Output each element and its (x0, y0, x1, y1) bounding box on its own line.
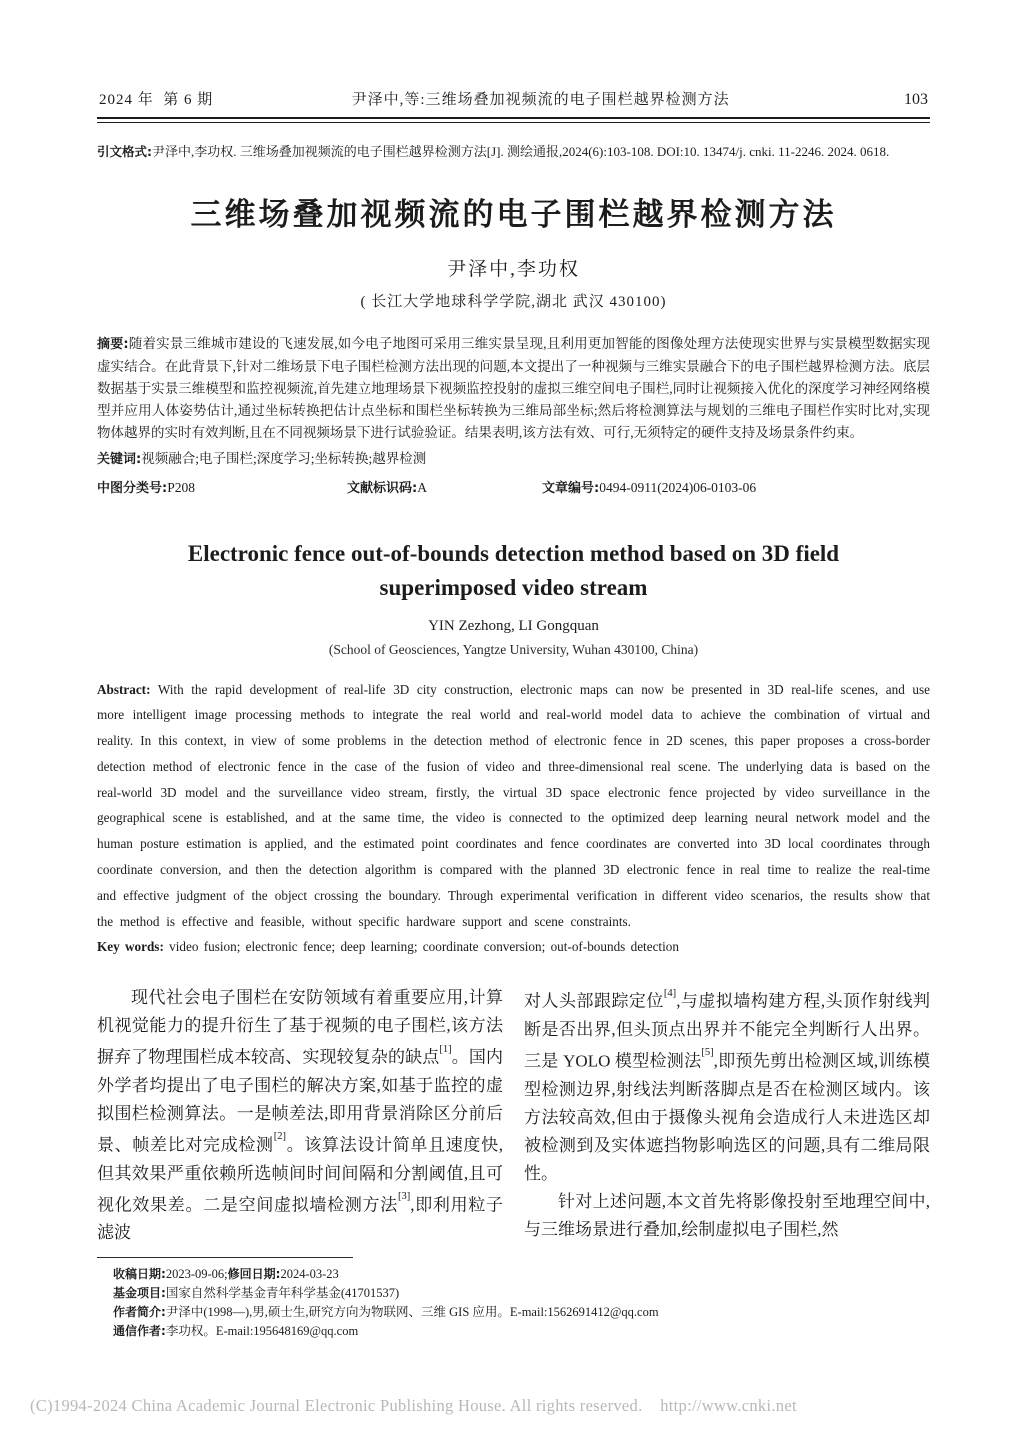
abstract-cn (97, 333, 930, 444)
keywords-en-text: video fusion; electronic fence; deep learning; coordinate conversion; out-of-bounds detection (169, 939, 679, 955)
body-paragraph: 对人头部跟踪定位[4],与虚拟墙构建方程,头顶作射线判断是否出界,但头顶点出界并不能完全判断行人出界。三是 YOLO 模型检测法[5],即预先剪出检测区域,训练模型检测边界,射线法判断落脚点是否在检测区域内。该方法较高效,但由于摄像头视角会造成行人未进选区却被检测到及实体遮挡物影响选区的问题,具有二维局限性。 (524, 987, 931, 1183)
running-head (97, 88, 930, 117)
clc-value: P208 (167, 479, 195, 495)
citation-note (97, 140, 930, 164)
abstract-en-label: Abstract: (97, 681, 151, 697)
keywords-cn (97, 448, 930, 471)
article-id-label: 文章编号: (542, 480, 600, 496)
paper-title-cn: 三维场叠加视频流的电子围栏越界检测方法 (190, 196, 837, 233)
page-number: 103 (904, 91, 928, 108)
article-id-value: 0494-0911(2024)06-0103-06 (599, 479, 757, 495)
footnote-rule (97, 1257, 353, 1258)
citation-label: 引文格式: (97, 144, 152, 159)
footnote-corresponding-author: 通信作者:李功权。E-mail:195648169@qq.com (113, 1324, 359, 1339)
paper-title-en-line2: superimposed video stream (379, 574, 648, 600)
footnotes (97, 1265, 930, 1341)
body-column-right (524, 984, 930, 1247)
meta-row (97, 478, 930, 499)
keywords-cn-label: 关键词: (97, 451, 142, 467)
body-paragraph: 针对上述问题,本文首先将影像投射至地理空间中,与三维场景进行叠加,绘制虚拟电子围栏,然 (524, 1191, 930, 1239)
footnote-received-date: 收稿日期:2023-09-06;修回日期:2024-03-23 (113, 1267, 339, 1282)
authors-en: YIN Zezhong, LI Gongquan (428, 617, 599, 634)
keywords-en (97, 934, 930, 960)
body-column-left (97, 984, 503, 1247)
paper-title-en-line1: Electronic fence out-of-bounds detection method based on 3D field (187, 540, 840, 566)
clc-number (97, 478, 347, 499)
footnote-fund-project: 基金项目:国家自然科学基金青年科学基金(41701537) (113, 1286, 400, 1301)
running-title: 尹泽中,等:三维场叠加视频流的电子围栏越界检测方法 (351, 92, 730, 108)
cnki-watermark: (C)1994-2024 China Academic Journal Electronic Publishing House. All rights reserved. http://www.cnki.net (30, 1396, 797, 1415)
doc-code-label: 文献标识码: (347, 480, 418, 496)
abstract-cn-text: 随着实景三维城市建设的飞速发展,如今电子地图可采用三维实景呈现,且利用更加智能的图像处理方法使现实世界与实景模型数据实现虚实结合。在此背景下,针对二维场景下电子围栏检测方法出现的问题,本文提出了一种视频与三维实景融合下的电子围栏越界检测方法。底层数据基于实景三维模型和监控视频流,首先建立地理场景下视频监控投射的虚拟三维空间电子围栏,同时让视频接入优化的深度学习神经网络模型并应用人体姿势估计,通过坐标转换把估计点坐标和围栏坐标转换为三维局部坐标;然后将检测算法与规划的三维电子围栏作实时比对,实现物体越界的实时有效判断,且在不同视频场景下进行试验验证。结果表明,该方法有效、可行,无须特定的硬件支持及场景条件约束。 (97, 335, 931, 440)
citation-text: 尹泽中,李功权. 三维场叠加视频流的电子围栏越界检测方法[J]. 测绘通报,2024(6):103-108. DOI:10. 13474/j. cnki. 11-2246. 2024. 0618. (152, 144, 890, 159)
affiliation-en: (School of Geosciences, Yangtze University, Wuhan 430100, China) (328, 641, 699, 657)
abstract-en-text: With the rapid development of real-life 3D city construction, electronic maps can now be presented in 3D real-life scenes, and use more intelligent image processing methods to integrate the real world and real-world model data to achieve the combination of virtual and reality. In this context, in view of some problems in the detection method of electronic fence in 2D scenes, this paper proposes a cross-border detection method of electronic fence in the case of the fusion of video and three-dimensional real scene. The underlying data is based on the real-world 3D model and the surveillance video stream, firstly, the virtual 3D space electronic fence projected by video surveillance in the geographical scene is established, and at the same time, the video is connected to the optimized deep learning neural network model and the human posture estimation is applied, and the estimated point coordinates and fence coordinates are converted into 3D local coordinates through coordinate conversion, and then the detection algorithm is compared with the planned 3D electronic fence in real time to realize the real-time and effective judgment of the object crossing the boundary. Through experimental verification in different video scenarios, the results show that the method is effective and feasible, without specific hardware support and scene constraints. (97, 681, 931, 929)
authors-cn: 尹泽中,李功权 (447, 258, 580, 280)
keywords-cn-text: 视频融合;电子围栏;深度学习;坐标转换;越界检测 (141, 450, 427, 466)
document-code (347, 478, 542, 499)
keywords-en-label: Key words: (97, 939, 164, 955)
body-columns (97, 984, 930, 1247)
clc-label: 中图分类号: (97, 480, 168, 496)
paper-title-en (97, 537, 930, 605)
doc-code-value: A (417, 479, 427, 495)
footnote-author-bio: 作者简介:尹泽中(1998—),男,硕士生,研究方向为物联网、三维 GIS 应用。E-mail:1562691412@qq.com (113, 1305, 659, 1320)
issue-info: 2024 年 第 6 期 (99, 92, 214, 108)
header-rule-thin (97, 122, 930, 123)
abstract-cn-label: 摘要: (97, 336, 129, 352)
affiliation-cn: ( 长江大学地球科学学院,湖北 武汉 430100) (360, 293, 667, 310)
abstract-en (97, 677, 930, 935)
article-id (542, 478, 930, 499)
body-paragraph: 现代社会电子围栏在安防领域有着重要应用,计算机视觉能力的提升衍生了基于视频的电子围栏,该方法摒弃了物理围栏成本较高、实现较复杂的缺点[1]。国内外学者均提出了电子围栏的解决方案,如基于监控的虚拟围栏检测算法。一是帧差法,即用背景消除区分前后景、帧差比对完成检测[2]。该算法设计简单且速度快,但其效果严重依赖所选帧间时间间隔和分割阈值,且可视化效果差。二是空间虚拟墙检测方法[3],即利用粒子滤波 (97, 988, 504, 1243)
header-rule-thick (97, 117, 930, 119)
